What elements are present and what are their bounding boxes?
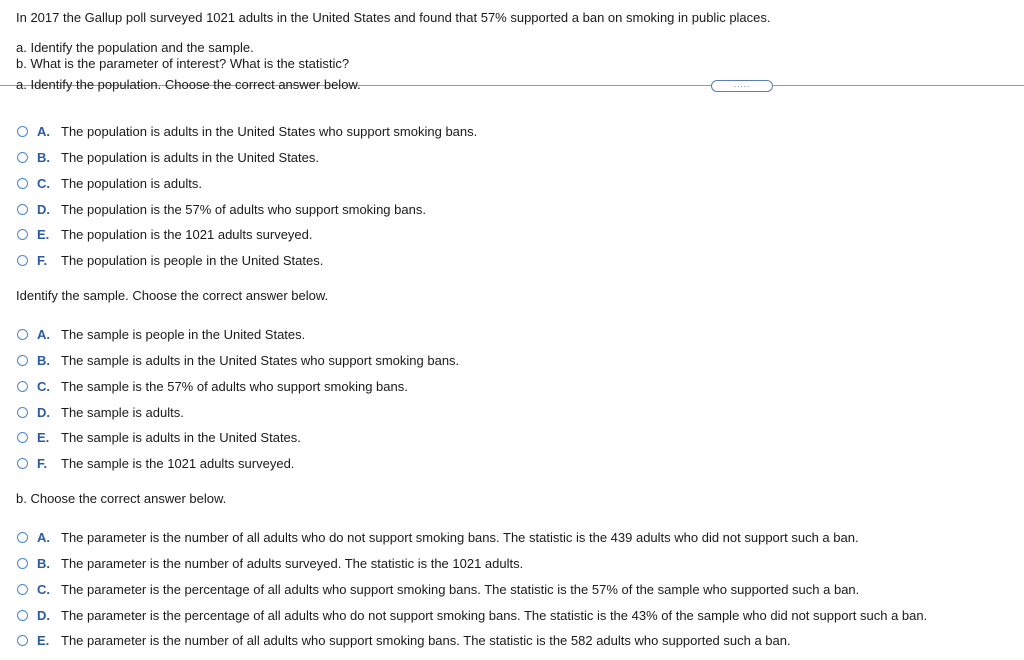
- population-option-a[interactable]: A. The population is adults in the United States who support smoking bans.: [17, 122, 477, 140]
- partb-option-d[interactable]: D. The parameter is the percentage of all adults who do not support smoking bans. The statistic is the 43% of the sample who did not support such a ban.: [17, 606, 927, 624]
- partb-option-c[interactable]: C. The parameter is the percentage of all adults who support smoking bans. The statistic is the 57% of the sample who supported such a ban.: [17, 580, 859, 598]
- expand-button[interactable]: .....: [711, 80, 773, 92]
- sample-option-f[interactable]: F. The sample is the 1021 adults surveyed.: [17, 454, 294, 472]
- sample-option-e[interactable]: E. The sample is adults in the United States.: [17, 428, 301, 446]
- radio-icon[interactable]: [17, 610, 28, 621]
- partb-option-b[interactable]: B. The parameter is the number of adults surveyed. The statistic is the 1021 adults.: [17, 554, 523, 572]
- partb-option-e[interactable]: E. The parameter is the number of all adults who support smoking bans. The statistic is the 582 adults who supported such a ban.: [17, 631, 791, 649]
- radio-icon[interactable]: [17, 458, 28, 469]
- population-prompt-cut: a. Identify the population. Choose the correct answer below.: [16, 77, 361, 92]
- radio-icon[interactable]: [17, 584, 28, 595]
- radio-icon[interactable]: [17, 255, 28, 266]
- sample-option-a[interactable]: A. The sample is people in the United States.: [17, 325, 305, 343]
- sample-option-d[interactable]: D. The sample is adults.: [17, 403, 184, 421]
- radio-icon[interactable]: [17, 635, 28, 646]
- radio-icon[interactable]: [17, 432, 28, 443]
- partb-prompt: b. Choose the correct answer below.: [16, 491, 227, 506]
- population-option-f[interactable]: F. The population is people in the United States.: [17, 251, 323, 269]
- radio-icon[interactable]: [17, 204, 28, 215]
- sample-option-c[interactable]: C. The sample is the 57% of adults who support smoking bans.: [17, 377, 408, 395]
- question-intro: In 2017 the Gallup poll surveyed 1021 adults in the United States and found that 57% supported a ban on smoking in public places.: [16, 10, 771, 25]
- partb-option-a[interactable]: A. The parameter is the number of all adults who do not support smoking bans. The statistic is the 439 adults who did not support such a ban.: [17, 528, 859, 546]
- radio-icon[interactable]: [17, 407, 28, 418]
- population-option-d[interactable]: D. The population is the 57% of adults who support smoking bans.: [17, 200, 426, 218]
- subquestion-a: a. Identify the population and the sample.: [16, 40, 254, 55]
- radio-icon[interactable]: [17, 558, 28, 569]
- radio-icon[interactable]: [17, 329, 28, 340]
- radio-icon[interactable]: [17, 355, 28, 366]
- subquestion-b: b. What is the parameter of interest? What is the statistic?: [16, 56, 350, 71]
- radio-icon[interactable]: [17, 381, 28, 392]
- population-option-c[interactable]: C. The population is adults.: [17, 174, 202, 192]
- sample-option-b[interactable]: B. The sample is adults in the United States who support smoking bans.: [17, 351, 459, 369]
- radio-icon[interactable]: [17, 229, 28, 240]
- population-option-b[interactable]: B. The population is adults in the United States.: [17, 148, 319, 166]
- radio-icon[interactable]: [17, 178, 28, 189]
- radio-icon[interactable]: [17, 126, 28, 137]
- radio-icon[interactable]: [17, 532, 28, 543]
- sample-prompt: Identify the sample. Choose the correct answer below.: [16, 288, 329, 303]
- radio-icon[interactable]: [17, 152, 28, 163]
- population-option-e[interactable]: E. The population is the 1021 adults surveyed.: [17, 225, 313, 243]
